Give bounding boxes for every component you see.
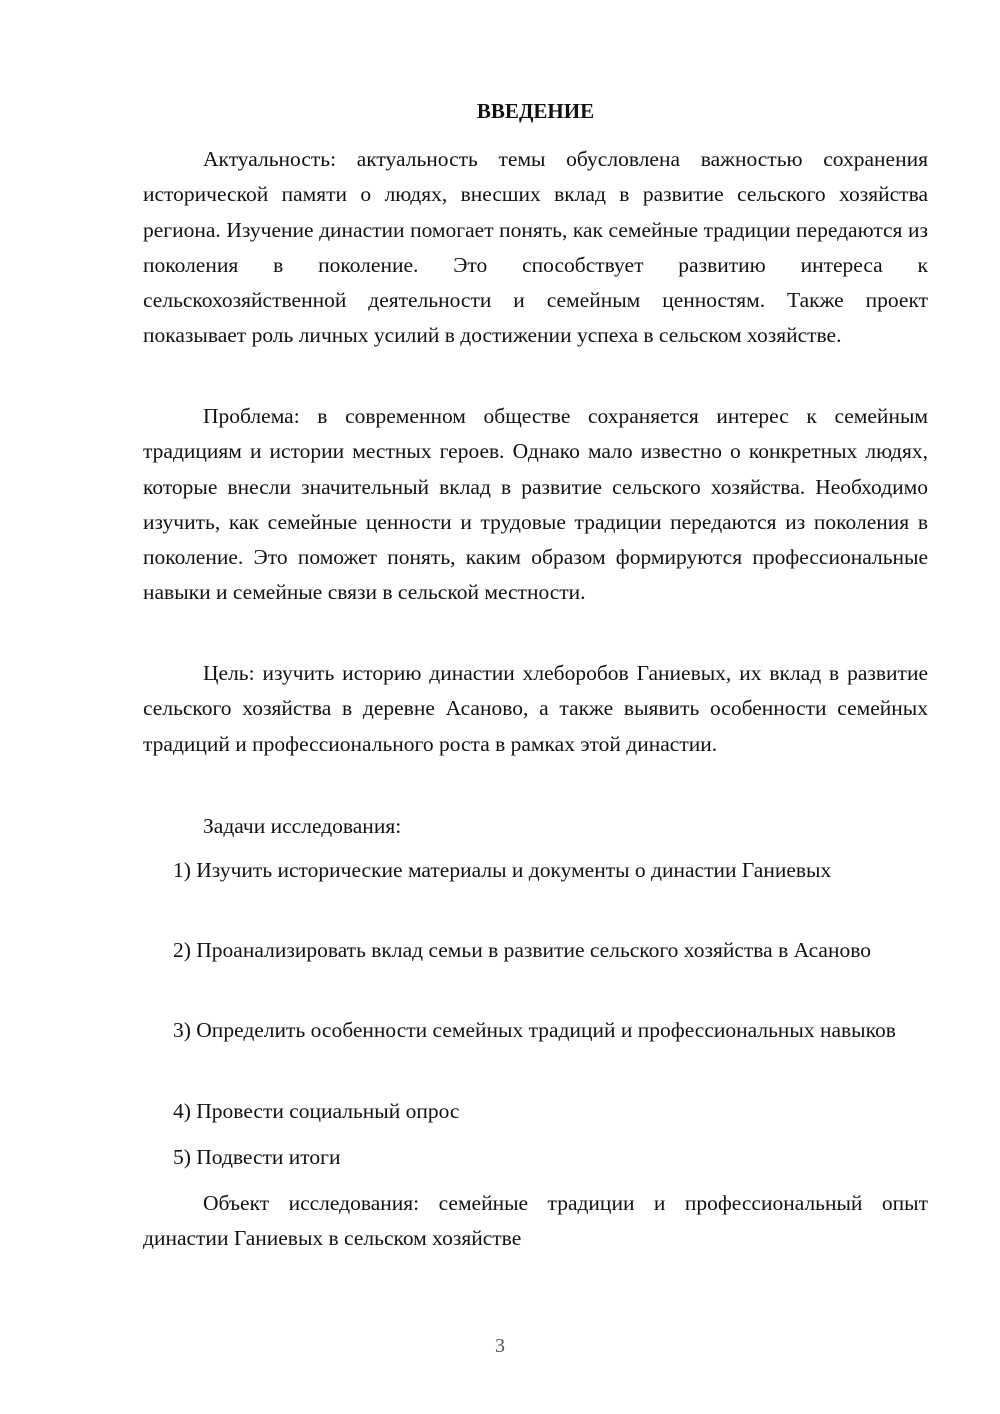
task-item-2: 2) Проанализировать вклад семьи в развитие сельского хозяйства в Асаново <box>173 938 871 962</box>
task-item-4: 4) Провести социальный опрос <box>173 1099 460 1123</box>
tasks-heading: Задачи исследования: <box>203 814 402 838</box>
object-paragraph: Объект исследования: семейные традиции и профессиональный опыт династии Ганиевых в сельском хозяйстве <box>143 1191 928 1251</box>
task-item-3: 3) Определить особенности семейных традиций и профессиональных навыков <box>173 1018 896 1042</box>
task-item-1: 1) Изучить исторические материалы и документы о династии Ганиевых <box>173 858 832 882</box>
goal-paragraph: Цель: изучить историю династии хлеборобов Ганиевых, их вклад в развитие сельского хозяйства в деревне Асаново, а также выявить особенности семейных традиций и профессионального роста в рамках этой династии. <box>143 661 928 756</box>
relevance-paragraph: Актуальность: актуальность темы обусловлена важностью сохранения исторической памяти о людях, внесших вклад в развитие сельского хозяйства региона. Изучение династии помогает понять, как семейные традиции передаются из поколения в поколение. Это способствует развитию интереса к сельскохозяйственной деятельности и семейным ценностям. Также проект показывает роль личных усилий в достижении успеха в сельском хозяйстве. <box>143 147 928 348</box>
page-number: 3 <box>495 1335 505 1357</box>
task-item-5: 5) Подвести итоги <box>173 1145 341 1169</box>
problem-paragraph: Проблема: в современном обществе сохраняется интерес к семейным традициям и истории местных героев. Однако мало известно о конкретных людях, которые внесли значительный вклад в развитие сельского хозяйства. Необходимо изучить, как семейные ценности и трудовые традиции передаются из поколения в поколение. Это поможет понять, каким образом формируются профессиональные навыки и семейные связи в сельской местности. <box>143 404 928 605</box>
page-title: ВВЕДЕНИЕ <box>476 99 595 123</box>
